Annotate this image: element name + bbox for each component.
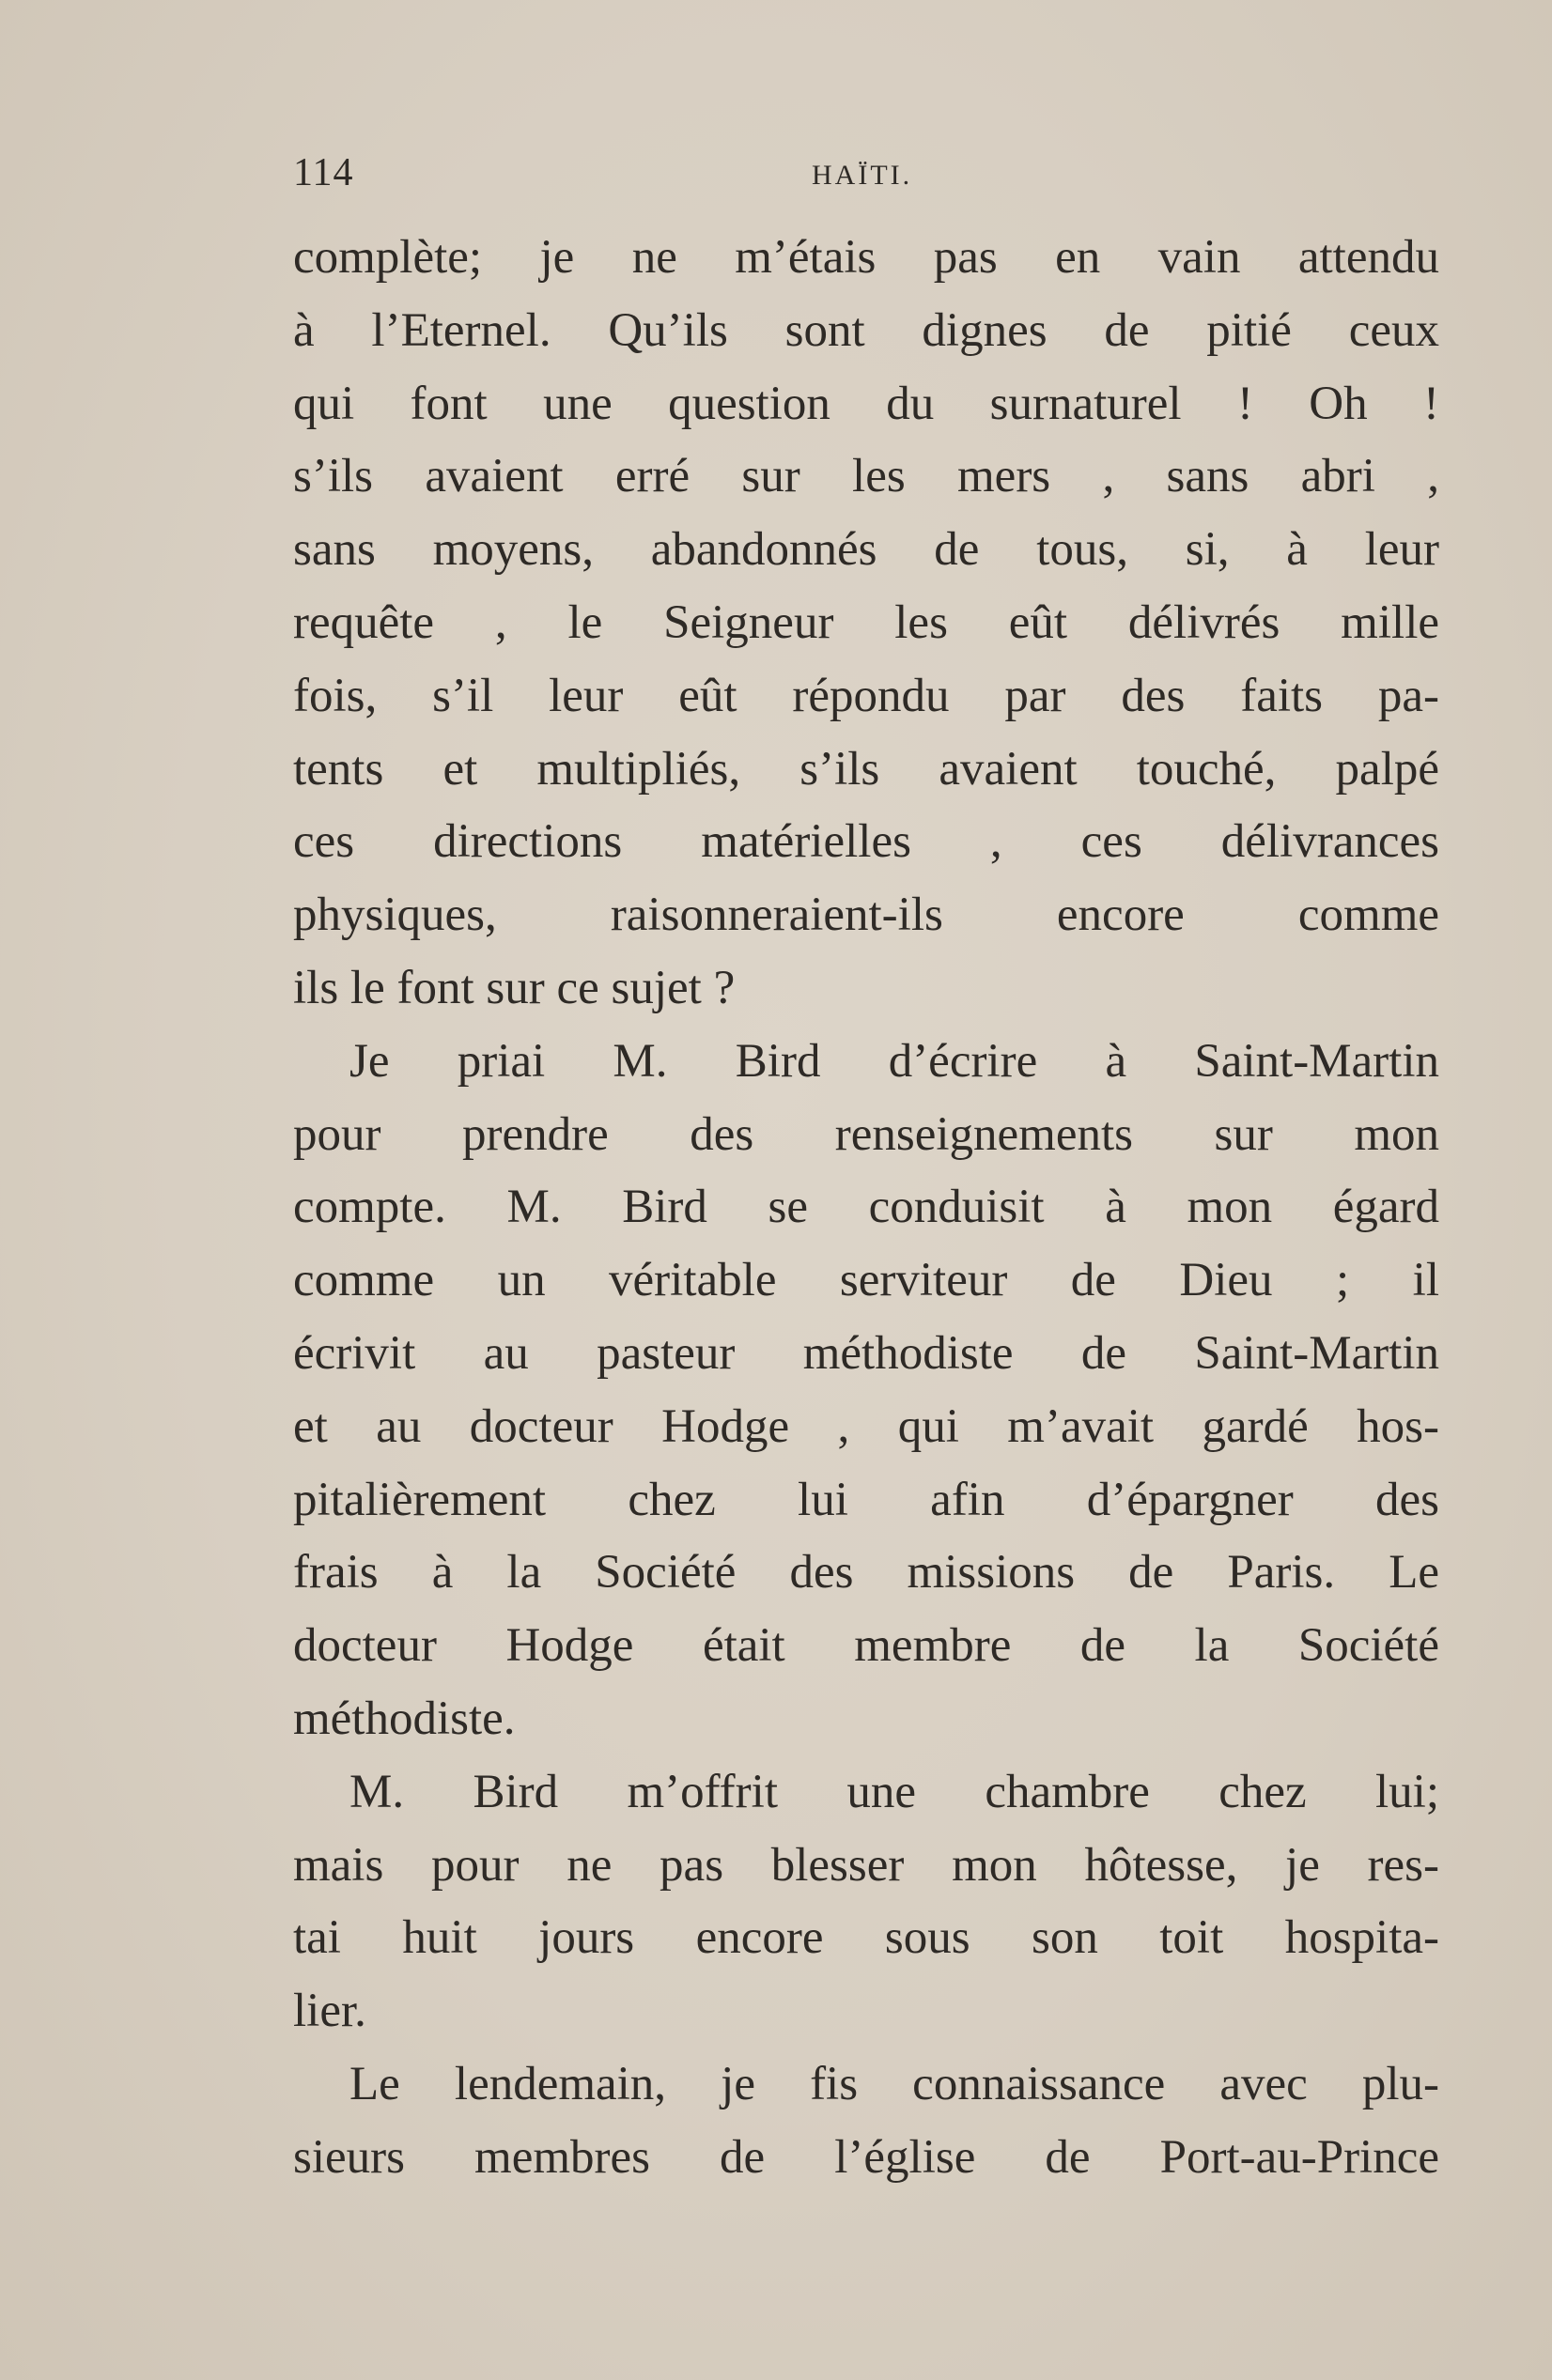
text-line: sieurs membres de l’église de Port-au-Prince xyxy=(293,2130,1439,2184)
text-line: pitalièrement chez lui afin d’épargner des xyxy=(293,1473,1439,1526)
text-line: lier. xyxy=(293,1985,366,2038)
text-line: et au docteur Hodge , qui m’avait gardé hos- xyxy=(293,1399,1439,1453)
text-line: pour prendre des renseignements sur mon xyxy=(293,1107,1439,1161)
text-line: physiques, raisonneraient-ils encore comme xyxy=(293,889,1439,942)
text-line: sans moyens, abandonnés de tous, si, à leur xyxy=(293,523,1439,577)
text-line: ils le font sur ce sujet ? xyxy=(293,961,736,1014)
body-text xyxy=(293,222,1439,2195)
text-line: Je priai M. Bird d’écrire à Saint-Martin xyxy=(349,1034,1439,1088)
text-line: frais à la Société des missions de Paris. Le xyxy=(293,1546,1439,1600)
text-line: tents et multipliés, s’ils avaient touché, palpé xyxy=(293,742,1439,796)
page-header xyxy=(293,150,1439,197)
text-line: s’ils avaient erré sur les mers , sans abri , xyxy=(293,450,1439,503)
text-line: comme un véritable serviteur de Dieu ; il xyxy=(293,1254,1439,1307)
text-line: compte. M. Bird se conduisit à mon égard xyxy=(293,1181,1439,1234)
text-line: fois, s’il leur eût répondu par des faits pa- xyxy=(293,669,1439,722)
text-line: complète; je ne m’étais pas en vain attendu xyxy=(293,231,1439,284)
text-line: M. Bird m’offrit une chambre chez lui; xyxy=(349,1765,1439,1818)
text-line: ces directions matérielles , ces délivrances xyxy=(293,815,1439,869)
text-line: tai huit jours encore sous son toit hospita- xyxy=(293,1911,1439,1965)
text-line: Le lendemain, je fis connaissance avec plu- xyxy=(349,2057,1439,2110)
text-line: mais pour ne pas blesser mon hôtesse, je res- xyxy=(293,1838,1439,1892)
text-line: à l’Eternel. Qu’ils sont dignes de pitié ceux xyxy=(293,303,1439,357)
page-number: 114 xyxy=(293,151,354,194)
text-line: méthodiste. xyxy=(293,1692,516,1745)
text-line: écrivit au pasteur méthodiste de Saint-Martin xyxy=(293,1326,1439,1380)
text-line: docteur Hodge était membre de la Société xyxy=(293,1619,1439,1673)
text-line: requête , le Seigneur les eût délivrés mille xyxy=(293,595,1439,649)
running-title: HAÏTI. xyxy=(812,160,913,191)
text-line: qui font une question du surnaturel ! Oh ! xyxy=(293,377,1439,430)
